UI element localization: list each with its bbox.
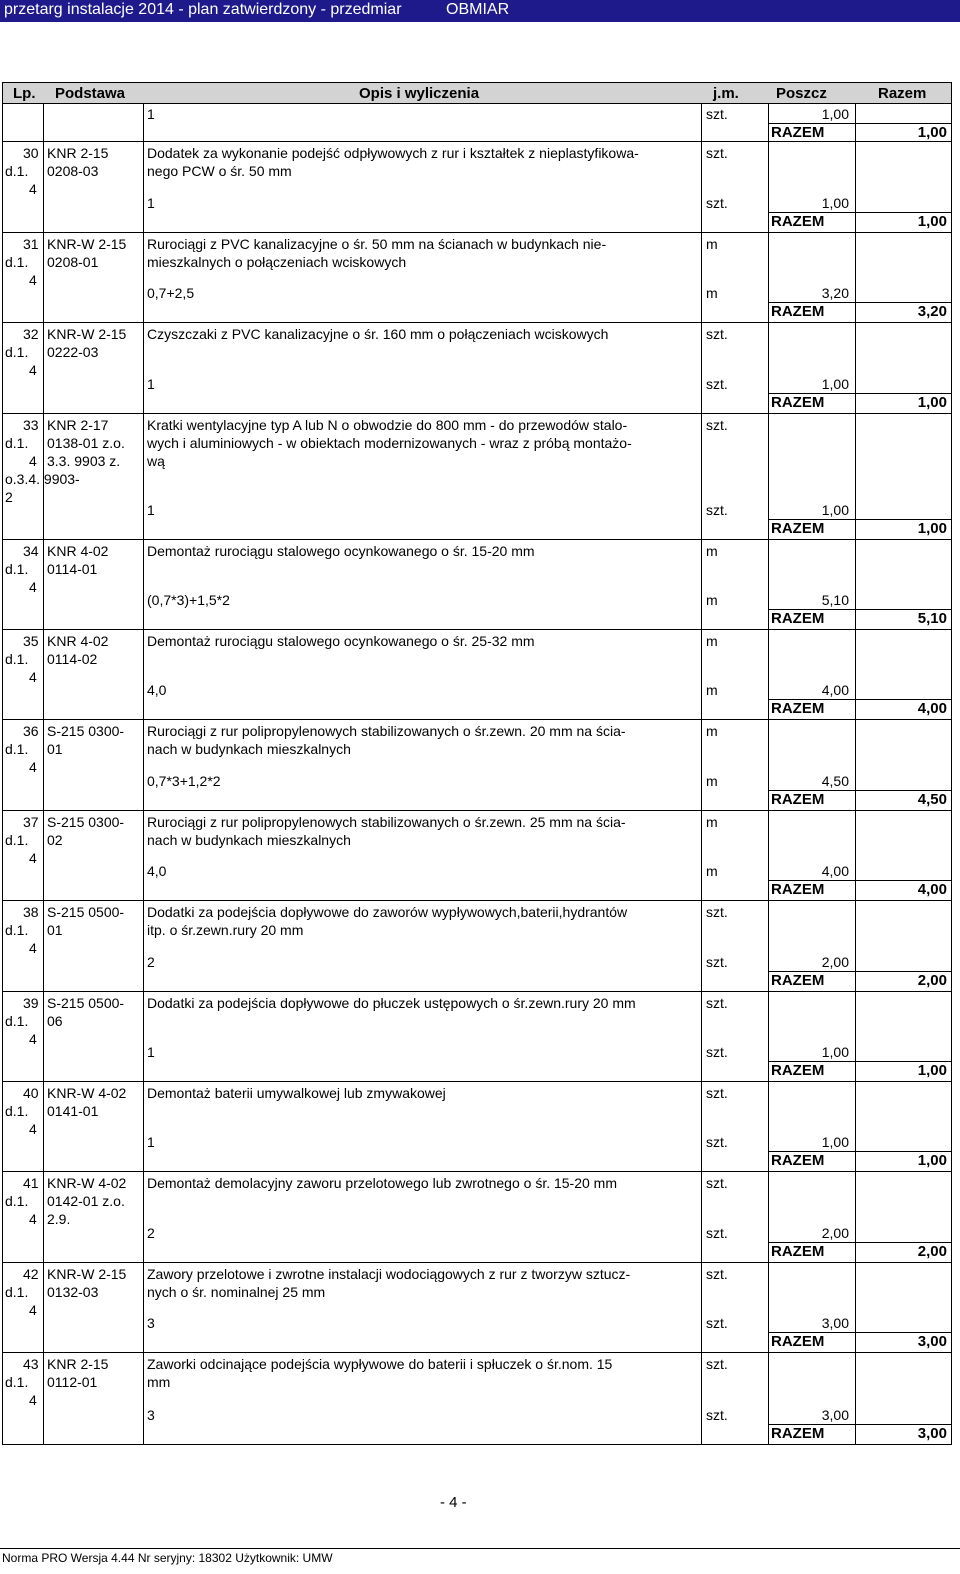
item-lp-sub: d.1. xyxy=(5,163,29,179)
item-unit: szt. xyxy=(706,1085,728,1101)
item-lp-sub: d.1. xyxy=(5,435,29,451)
item-calc-unit: szt. xyxy=(706,502,728,518)
item-unit: m xyxy=(706,723,718,739)
item-base-line: 01 xyxy=(47,922,63,938)
item-razem-label: RAZEM xyxy=(771,1425,825,1442)
measurement-table xyxy=(2,103,952,1445)
item-razem-label: RAZEM xyxy=(771,520,825,537)
item-razem-label: RAZEM xyxy=(771,1062,825,1079)
item-unit: szt. xyxy=(706,417,728,433)
item-lp-sub: d.1. xyxy=(5,922,29,938)
item-calc-unit: szt. xyxy=(706,1044,728,1060)
item-calc-value: 1,00 xyxy=(821,1044,849,1060)
item-razem-value: 4,50 xyxy=(917,791,947,808)
item-lp-sub: d.1. xyxy=(5,741,29,757)
item-lp: 41 xyxy=(23,1175,39,1191)
col-razem: Razem xyxy=(878,85,927,102)
item-calculation: 2 xyxy=(147,954,155,970)
item-unit: szt. xyxy=(706,995,728,1011)
item-lp-sub2: 4 xyxy=(29,759,37,775)
item-unit: szt. xyxy=(706,145,728,161)
item-description: Zawory przelotowe i zwrotne instalacji wodociągowych z rur z tworzyw sztucz- nych o śr. nominalnej 25 mm xyxy=(147,1266,631,1300)
item-lp-sub2: 4 xyxy=(29,940,37,956)
row-separator xyxy=(3,1171,951,1172)
item-description: Dodatek za wykonanie podejść odpływowych z rur i kształtek z nieplastyfikowa- nego PCW o śr. 50 mm xyxy=(147,145,639,179)
item-lp-sub2: 4 xyxy=(29,1302,37,1318)
item-lp: 36 xyxy=(23,723,39,739)
item-calc-value: 1,00 xyxy=(821,376,849,392)
item-calc-unit: szt. xyxy=(706,1315,728,1331)
item-lp-sub2: 4 xyxy=(29,1031,37,1047)
item-base-line: KNR-W 4-02 xyxy=(47,1175,127,1191)
item-base-line: KNR-W 2-15 xyxy=(47,326,127,342)
carry-over-razem-value: 1,00 xyxy=(917,124,947,141)
document-title-bar xyxy=(0,0,960,22)
item-base-line: S-215 0300- xyxy=(47,814,125,830)
item-lp-sub: d.1. xyxy=(5,1103,29,1119)
item-base-line: 0114-01 xyxy=(47,561,98,577)
razem-separator xyxy=(768,519,951,520)
item-calculation: 3 xyxy=(147,1315,155,1331)
item-lp-sub2: 4 xyxy=(29,453,37,469)
razem-separator xyxy=(768,971,951,972)
item-base-line: KNR 2-15 xyxy=(47,145,109,161)
razem-separator xyxy=(768,302,951,303)
item-base-line: S-215 0500- xyxy=(47,904,125,920)
item-calc-value: 4,00 xyxy=(821,682,849,698)
col-lp: Lp. xyxy=(13,85,36,102)
item-description: Rurociągi z rur polipropylenowych stabilizowanych o śr.zewn. 25 mm na ścia- nach w budynkach mieszkalnych xyxy=(147,814,626,848)
item-calculation: 1 xyxy=(147,195,155,211)
razem-separator xyxy=(768,699,951,700)
item-base-line: 0138-01 z.o. xyxy=(47,435,125,451)
item-razem-label: RAZEM xyxy=(771,1333,825,1350)
item-calc-value: 4,50 xyxy=(821,773,849,789)
item-description: Demontaż rurociągu stalowego ocynkowanego o śr. 25-32 mm xyxy=(147,633,535,649)
item-base-line: KNR 2-17 xyxy=(47,417,109,433)
col-poszcz: Poszcz xyxy=(776,85,827,102)
row-separator xyxy=(3,991,951,992)
row-separator xyxy=(3,322,951,323)
item-base-line: KNR 2-15 xyxy=(47,1356,109,1372)
item-razem-value: 4,00 xyxy=(917,881,947,898)
item-calc-value: 5,10 xyxy=(821,592,849,608)
item-lp: 31 xyxy=(23,236,39,252)
item-razem-value: 2,00 xyxy=(917,1243,947,1260)
item-description: Dodatki za podejścia dopływowe do płuczek ustępowych o śr.zewn.rury 20 mm xyxy=(147,995,636,1011)
item-base-line: 0112-01 xyxy=(47,1374,98,1390)
item-lp: 37 xyxy=(23,814,39,830)
item-calc-unit: szt. xyxy=(706,195,728,211)
item-razem-value: 2,00 xyxy=(917,972,947,989)
item-calc-unit: szt. xyxy=(706,954,728,970)
item-base-line: KNR-W 2-15 xyxy=(47,236,127,252)
item-description: Czyszczaki z PVC kanalizacyjne o śr. 160 mm o połączeniach wciskowych xyxy=(147,326,609,342)
col-opis: Opis i wyliczenia xyxy=(359,85,480,102)
item-razem-label: RAZEM xyxy=(771,1243,825,1260)
item-lp: 33 xyxy=(23,417,39,433)
item-calc-value: 2,00 xyxy=(821,954,849,970)
item-description: Kratki wentylacyjne typ A lub N o obwodzie do 800 mm - do przewodów stalo- wych i aluminiowych - w obiektach modernizowanych - wraz z próbą montażo- wą xyxy=(147,417,632,469)
item-calc-value: 2,00 xyxy=(821,1225,849,1241)
item-description: Dodatki za podejścia dopływowe do zaworów wypływowych,baterii,hydrantów itp. o śr.zewn.rury 20 mm xyxy=(147,904,628,938)
item-calculation: 3 xyxy=(147,1407,155,1423)
razem-separator xyxy=(768,609,951,610)
item-lp: 40 xyxy=(23,1085,39,1101)
item-lp-sub2: 4 xyxy=(29,1211,37,1227)
item-calc-unit: m xyxy=(706,682,718,698)
item-calc-unit: m xyxy=(706,863,718,879)
carry-over-razem-label: RAZEM xyxy=(771,124,825,141)
item-unit: szt. xyxy=(706,904,728,920)
item-razem-label: RAZEM xyxy=(771,610,825,627)
item-calc-unit: szt. xyxy=(706,1225,728,1241)
razem-separator xyxy=(768,123,951,124)
item-base-line: 0208-01 xyxy=(47,254,99,270)
item-lp-sub2: 4 xyxy=(29,1392,37,1408)
item-base-line: 0208-03 xyxy=(47,163,99,179)
item-calc-unit: szt. xyxy=(706,1407,728,1423)
row-separator xyxy=(3,1262,951,1263)
item-lp-sub2: 4 xyxy=(29,362,37,378)
item-description: Demontaż rurociągu stalowego ocynkowanego o śr. 15-20 mm xyxy=(147,543,535,559)
item-lp: 42 xyxy=(23,1266,39,1282)
item-unit: m xyxy=(706,236,718,252)
item-description: Demontaż baterii umywalkowej lub zmywakowej xyxy=(147,1085,446,1101)
item-unit: m xyxy=(706,814,718,830)
item-lp-sub: d.1. xyxy=(5,344,29,360)
item-razem-value: 1,00 xyxy=(917,213,947,230)
razem-separator xyxy=(768,212,951,213)
item-description: Rurociągi z PVC kanalizacyjne o śr. 50 mm na ścianach w budynkach nie- mieszkalnych o połączeniach wciskowych xyxy=(147,236,607,270)
razem-separator xyxy=(768,1332,951,1333)
row-separator xyxy=(3,629,951,630)
item-base-line: KNR-W 2-15 xyxy=(47,1266,127,1282)
item-razem-value: 1,00 xyxy=(917,394,947,411)
column-divider-podstawa xyxy=(143,103,144,1444)
document-title: przetarg instalacje 2014 - plan zatwierdzony - przedmiar xyxy=(4,1,402,18)
item-razem-label: RAZEM xyxy=(771,213,825,230)
razem-separator xyxy=(768,1242,951,1243)
item-base-line: S-215 0500- xyxy=(47,995,125,1011)
item-lp-sub: d.1. xyxy=(5,561,29,577)
item-base-line: 2 xyxy=(5,489,13,505)
item-razem-label: RAZEM xyxy=(771,881,825,898)
row-separator xyxy=(3,719,951,720)
item-lp-sub: d.1. xyxy=(5,1193,29,1209)
item-razem-value: 1,00 xyxy=(917,1062,947,1079)
item-lp-sub: d.1. xyxy=(5,651,29,667)
item-razem-value: 1,00 xyxy=(917,1152,947,1169)
item-razem-label: RAZEM xyxy=(771,1152,825,1169)
item-calculation: 2 xyxy=(147,1225,155,1241)
item-lp-sub2: 4 xyxy=(29,850,37,866)
item-calculation: (0,7*3)+1,5*2 xyxy=(147,592,230,608)
item-base-line: 0114-02 xyxy=(47,651,98,667)
item-unit: szt. xyxy=(706,326,728,342)
item-lp-sub2: 4 xyxy=(29,669,37,685)
page-number: - 4 - xyxy=(440,1494,467,1511)
item-base-line: 01 xyxy=(47,741,63,757)
col-jm: j.m. xyxy=(713,85,739,102)
carry-over-unit: szt. xyxy=(706,106,728,122)
item-lp-sub2: 4 xyxy=(29,181,37,197)
item-base-line: 3.3. 9903 z. xyxy=(47,453,121,469)
row-separator xyxy=(3,1081,951,1082)
document-tag: OBMIAR xyxy=(446,1,510,18)
item-lp: 39 xyxy=(23,995,39,1011)
row-separator xyxy=(3,810,951,811)
item-lp-sub2: 4 xyxy=(29,579,37,595)
item-description: Zaworki odcinające podejścia wypływowe do baterii i spłuczek o śr.nom. 15 mm xyxy=(147,1356,613,1390)
item-base-line: o.3.4. 9903- xyxy=(5,471,80,487)
item-lp: 32 xyxy=(23,326,39,342)
item-calculation: 1 xyxy=(147,1044,155,1060)
item-description: Rurociągi z rur polipropylenowych stabilizowanych o śr.zewn. 20 mm na ścia- nach w budynkach mieszkalnych xyxy=(147,723,626,757)
item-razem-label: RAZEM xyxy=(771,303,825,320)
item-razem-label: RAZEM xyxy=(771,791,825,808)
item-calc-unit: szt. xyxy=(706,1134,728,1150)
row-separator xyxy=(3,1352,951,1353)
item-calculation: 4,0 xyxy=(147,863,167,879)
item-description: Demontaż demolacyjny zaworu przelotowego lub zwrotnego o śr. 15-20 mm xyxy=(147,1175,618,1191)
item-razem-value: 3,00 xyxy=(917,1425,947,1442)
item-calc-value: 1,00 xyxy=(821,195,849,211)
item-razem-label: RAZEM xyxy=(771,700,825,717)
item-calc-unit: m xyxy=(706,773,718,789)
item-lp: 35 xyxy=(23,633,39,649)
column-divider-lp xyxy=(43,103,44,1444)
razem-separator xyxy=(768,1424,951,1425)
column-divider-opis xyxy=(701,103,702,1444)
item-unit: szt. xyxy=(706,1175,728,1191)
item-base-line: 06 xyxy=(47,1013,63,1029)
item-razem-value: 4,00 xyxy=(917,700,947,717)
item-lp-sub: d.1. xyxy=(5,1013,29,1029)
item-razem-value: 1,00 xyxy=(917,520,947,537)
razem-separator xyxy=(768,393,951,394)
item-calc-value: 4,00 xyxy=(821,863,849,879)
item-razem-value: 5,10 xyxy=(917,610,947,627)
table-header xyxy=(2,82,952,104)
item-razem-value: 3,00 xyxy=(917,1333,947,1350)
item-lp: 38 xyxy=(23,904,39,920)
razem-separator xyxy=(768,790,951,791)
item-lp: 43 xyxy=(23,1356,39,1372)
item-razem-value: 3,20 xyxy=(917,303,947,320)
carry-over-value: 1,00 xyxy=(821,106,849,122)
item-calculation: 1 xyxy=(147,376,155,392)
footer-divider xyxy=(0,1548,960,1549)
item-razem-label: RAZEM xyxy=(771,394,825,411)
item-lp-sub: d.1. xyxy=(5,1284,29,1300)
item-lp-sub2: 4 xyxy=(29,272,37,288)
carry-over-calc: 1 xyxy=(147,106,155,122)
item-lp: 30 xyxy=(23,145,39,161)
item-base-line: KNR-W 4-02 xyxy=(47,1085,127,1101)
item-base-line: 0222-03 xyxy=(47,344,99,360)
row-separator xyxy=(3,539,951,540)
item-calc-value: 3,20 xyxy=(821,285,849,301)
item-calculation: 1 xyxy=(147,502,155,518)
item-unit: m xyxy=(706,633,718,649)
item-calc-unit: m xyxy=(706,285,718,301)
item-base-line: 02 xyxy=(47,832,63,848)
footer-text: Norma PRO Wersja 4.44 Nr seryjny: 18302 Użytkownik: UMW xyxy=(2,1551,333,1565)
item-base-line: 2.9. xyxy=(47,1211,71,1227)
item-unit: m xyxy=(706,543,718,559)
row-separator xyxy=(3,900,951,901)
item-lp-sub2: 4 xyxy=(29,1121,37,1137)
item-calculation: 4,0 xyxy=(147,682,167,698)
item-base-line: KNR 4-02 xyxy=(47,633,109,649)
item-calc-value: 1,00 xyxy=(821,1134,849,1150)
razem-separator xyxy=(768,880,951,881)
row-separator xyxy=(3,413,951,414)
item-unit: szt. xyxy=(706,1356,728,1372)
row-separator xyxy=(3,232,951,233)
item-calc-value: 3,00 xyxy=(821,1315,849,1331)
item-lp: 34 xyxy=(23,543,39,559)
item-lp-sub: d.1. xyxy=(5,1374,29,1390)
item-calc-value: 3,00 xyxy=(821,1407,849,1423)
item-unit: szt. xyxy=(706,1266,728,1282)
item-calculation: 0,7*3+1,2*2 xyxy=(147,773,221,789)
item-razem-label: RAZEM xyxy=(771,972,825,989)
item-base-line: 0132-03 xyxy=(47,1284,99,1300)
item-calculation: 1 xyxy=(147,1134,155,1150)
item-base-line: 0142-01 z.o. xyxy=(47,1193,125,1209)
item-calc-unit: szt. xyxy=(706,376,728,392)
item-base-line: KNR 4-02 xyxy=(47,543,109,559)
item-lp-sub: d.1. xyxy=(5,832,29,848)
razem-separator xyxy=(768,1151,951,1152)
item-calculation: 0,7+2,5 xyxy=(147,285,195,301)
item-lp-sub: d.1. xyxy=(5,254,29,270)
item-base-line: 0141-01 xyxy=(47,1103,99,1119)
item-base-line: S-215 0300- xyxy=(47,723,125,739)
razem-separator xyxy=(768,1061,951,1062)
row-separator xyxy=(3,141,951,142)
item-calc-unit: m xyxy=(706,592,718,608)
col-podstawa: Podstawa xyxy=(55,85,126,102)
item-calc-value: 1,00 xyxy=(821,502,849,518)
